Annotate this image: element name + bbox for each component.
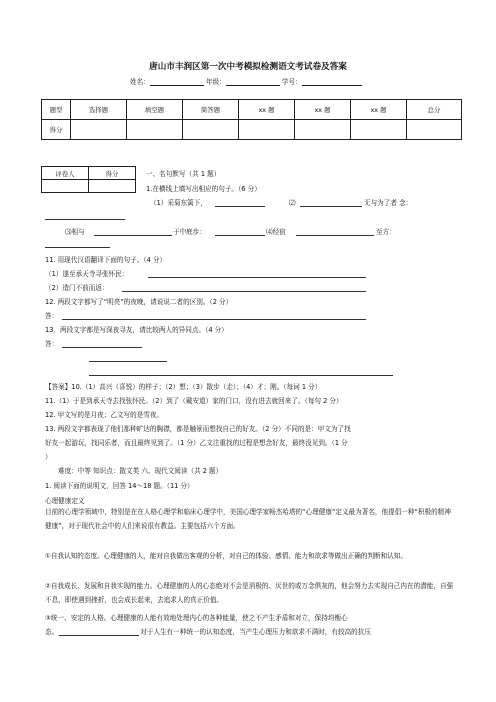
reading-paragraph-1: 目前的心理学领域中，特别是在在人格心理学和临床心理学中，美国心理学家畅杰哈塔的“心理健康”定义最为著名，他提倡一种“积极的精神健康”，对于现代社会中的人们来说很有教益。主要包括六个方面。 <box>45 508 451 530</box>
answer-blank[interactable] <box>296 235 374 236</box>
grader-score-cell[interactable] <box>89 180 136 193</box>
score-cell[interactable] <box>239 120 295 140</box>
reading-title: 心理健康定义 <box>45 497 85 505</box>
grader-table <box>41 166 136 193</box>
answer-12: 12. 甲文写的是月夜；乙文写的是雪夜。 <box>45 411 164 419</box>
question-11: 11. 用现代汉语翻译下面的句子。（4 分） <box>45 256 167 264</box>
q1-item-3: ⑶相与 <box>65 228 85 236</box>
answer-blank[interactable] <box>62 347 142 348</box>
q1-item-1: （1）采菊东篱下， <box>150 199 207 207</box>
name-label: 姓名： <box>130 78 150 86</box>
question-13: 13．两段文字都是写深夜寻友，请比较两人的异同点。（4 分） <box>45 326 228 334</box>
student-info-line <box>130 76 362 86</box>
header-cell: 总分 <box>407 100 462 120</box>
score-table-header-row <box>42 100 462 120</box>
answer-blank[interactable] <box>94 235 172 236</box>
score-table <box>41 99 462 140</box>
score-cell[interactable] <box>407 120 462 140</box>
answer-blank[interactable] <box>62 319 366 320</box>
question-1: 1.在横线上填写出相应的句子。（6 分） <box>146 185 261 193</box>
answer-blank[interactable] <box>89 375 393 376</box>
page-title: 唐山市丰润区第一次中考模拟检测语文考试卷及答案 <box>149 62 347 72</box>
answer-13-line-3: ） <box>45 453 52 461</box>
q11-item-1: （1）遂至承天寺寻张怀民： <box>45 270 129 278</box>
answer-blank[interactable] <box>45 247 110 248</box>
score-table-score-row <box>42 120 462 140</box>
header-cell: 选择题 <box>71 100 127 120</box>
answer-blank[interactable] <box>215 206 265 207</box>
paragraph-4-rest: 对于人生有一种统一的认知态度，当产生心理压力和欲求不满时，有较高的抗压 <box>140 628 371 636</box>
header-cell: xx 题 <box>351 100 407 120</box>
q1-item-4-tail: 至方： <box>376 228 396 236</box>
answer-blank[interactable] <box>148 277 366 278</box>
q12-answer-label: 答： <box>45 312 59 320</box>
header-cell: xx 题 <box>295 100 351 120</box>
score-cell[interactable] <box>351 120 407 140</box>
header-cell: 题型 <box>42 100 71 120</box>
answer-blank[interactable] <box>45 219 125 220</box>
answer-10: 【答案】10.（1）高兴（喜悦）的样子；（2）想；（3）散步（走）；（4）才；刚。（每词 1 分） <box>45 383 322 391</box>
reading-paragraph-4-line-2 <box>45 626 371 636</box>
score-cell[interactable] <box>71 120 127 140</box>
score-cell[interactable] <box>295 120 351 140</box>
section-heading: 一、名句默写（共 1 题） <box>146 170 221 178</box>
grader-label: 评卷人 <box>42 167 89 180</box>
header-cell: 简答题 <box>183 100 239 120</box>
score-cell[interactable] <box>183 120 239 140</box>
q11-item-2: （2）造门不前而返： <box>45 284 109 292</box>
grader-cell[interactable] <box>42 180 89 193</box>
reading-paragraph-4-line-1: ③统一、安定的人格。心理健康的人能有效地处理内心的各种能量，使之不产生矛盾和对立，保持均衡心 <box>45 614 348 622</box>
q1-item-2: ⑵ <box>289 199 296 207</box>
name-field[interactable] <box>150 78 204 86</box>
answer-blank[interactable] <box>59 628 139 636</box>
question-meta: 难度：中等 知识点：散文类 六、现代文阅读（共 2 题） <box>58 467 223 475</box>
question-12: 12. 两段文字都写了“明亮”的夜晚，请说说二者的区别。（2 分） <box>45 298 233 306</box>
answer-blank[interactable] <box>215 235 265 236</box>
answer-blank[interactable] <box>300 206 362 207</box>
number-label: 学号： <box>281 78 302 86</box>
paragraph-4-start: 态。 <box>45 628 59 636</box>
header-cell: xx 题 <box>239 100 295 120</box>
grade-label: 年级： <box>205 78 226 86</box>
score-cell[interactable] <box>127 120 183 140</box>
q1-item-4: ⑷经宿 <box>266 228 286 236</box>
answer-13-line-2: 好友一起游玩，找同乐者，而且最终见到了。（1 分）乙文注重找的过程是想念好友，最终没见到。（1 分 <box>45 439 348 447</box>
header-cell: 填空题 <box>127 100 183 120</box>
reading-paragraph-3: ②自我成长、发展和自我实现的能力。心理健康的人的心态绝对不会是消极的、厌世的或万念俱灰的，他会努力去实现自己内在的潜能，自强不息，即使遇到挫折，也会成长起来，去追求人的真正价值。 <box>45 582 454 604</box>
reading-intro: 1. 阅读下面的说明文，回答 14～18 题。（11 分） <box>45 482 194 490</box>
answer-blank[interactable] <box>89 361 167 362</box>
q1-item-2-tail: 无与为了者 念： <box>364 199 413 207</box>
answer-13-line-1: 13. 两段文字都表现了他们那种旷达的胸襟，都是触景而想找自己的好友。（2 分）不同的是：甲文为了找 <box>45 425 351 433</box>
grade-field[interactable] <box>226 78 280 86</box>
q1-item-3-mid: 于中庭步： <box>173 228 206 236</box>
answer-11: 11.（1）于是到承天寺去找张怀民。（2）到了（戴安道）家的门口，没有进去就回来了。（每句 2 分） <box>45 397 343 405</box>
q13-answer-label: 答： <box>45 340 59 348</box>
number-field[interactable] <box>302 78 362 86</box>
grader-score-label: 得分 <box>89 167 136 180</box>
reading-paragraph-2: ①自我认知的态度。心理健康的人，能对自我做出客观的分析，对自己的体验、感情、能力和欲求等做出正确的判断和认知。 <box>45 552 407 560</box>
answer-blank[interactable] <box>122 291 366 292</box>
score-row-label: 得分 <box>42 120 71 140</box>
